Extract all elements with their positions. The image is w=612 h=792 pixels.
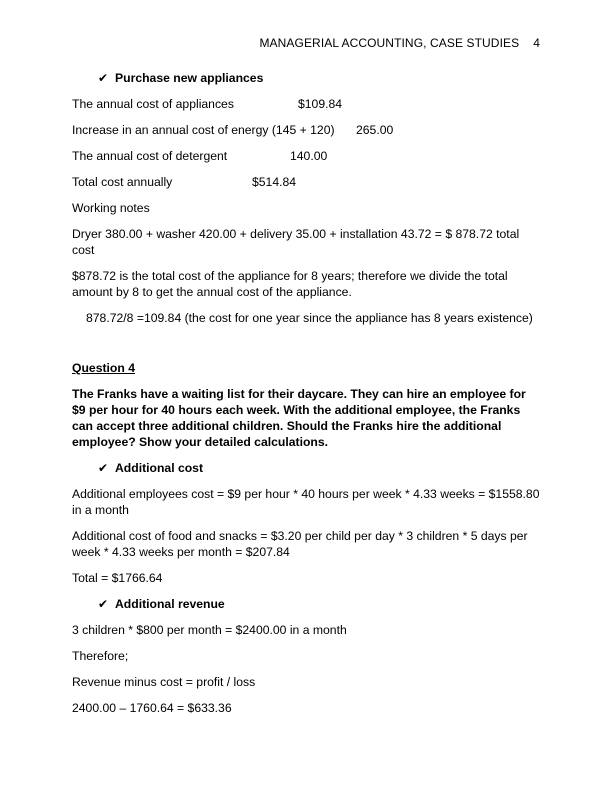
document-body	[72, 70, 542, 726]
cost-total: Total = $1766.64	[72, 571, 163, 585]
bullet-label: Additional revenue	[115, 597, 225, 611]
header-title: MANAGERIAL ACCOUNTING, CASE STUDIES	[259, 36, 520, 50]
row-label: Increase in an annual cost of energy (145 + 120)	[72, 123, 335, 137]
row-value: $514.84	[252, 175, 297, 189]
checkmark-icon: ✔	[98, 461, 109, 475]
bullet-additional-revenue	[98, 596, 542, 612]
bullet-label: Additional cost	[115, 461, 204, 475]
cost-row-total	[72, 174, 542, 190]
cost-row-detergent	[72, 148, 542, 164]
bullet-label: Purchase new appliances	[115, 71, 264, 85]
working-note-3: 878.72/8 =109.84 (the cost for one year since the appliance has 8 years existence)	[86, 311, 533, 325]
working-note-2: $878.72 is the total cost of the appliance for 8 years; therefore we divide the total amount by 8 to get the annual cost of the appliance.	[72, 269, 508, 299]
row-label: The annual cost of detergent	[72, 149, 228, 163]
cost-employee: Additional employees cost = $9 per hour * 40 hours per week * 4.33 weeks = $1558.80 in a month	[72, 487, 540, 517]
profit-formula: Revenue minus cost = profit / loss	[72, 675, 256, 689]
checkmark-icon: ✔	[98, 597, 109, 611]
profit-result: 2400.00 – 1760.64 = $633.36	[72, 701, 232, 715]
row-value: 265.00	[356, 123, 394, 137]
question-4-text: The Franks have a waiting list for their daycare. They can hire an employee for $9 per hour for 40 hours each week. With the additional employee, the Franks can accept three additional children. Should the Franks hire the additional employee? Show your detailed calculations.	[72, 387, 526, 449]
cost-food: Additional cost of food and snacks = $3.20 per child per day * 3 children * 5 days per week * 4.33 weeks per month = $207.84	[72, 529, 528, 559]
checkmark-icon: ✔	[98, 71, 109, 85]
row-value: 140.00	[290, 149, 328, 163]
bullet-purchase-appliances	[98, 70, 542, 86]
question-4-heading: Question 4	[72, 361, 135, 375]
revenue-line: 3 children * $800 per month = $2400.00 in a month	[72, 623, 347, 637]
bullet-additional-cost	[98, 460, 542, 476]
working-notes-label: Working notes	[72, 201, 150, 215]
cost-row-energy	[72, 122, 542, 138]
therefore-line: Therefore;	[72, 649, 129, 663]
running-header	[259, 36, 540, 50]
working-note-1: Dryer 380.00 + washer 420.00 + delivery 35.00 + installation 43.72 = $ 878.72 total cost	[72, 227, 520, 257]
page-number: 4	[533, 36, 540, 50]
cost-row-appliances	[72, 96, 542, 112]
row-value: $109.84	[298, 97, 343, 111]
row-label: Total cost annually	[72, 175, 173, 189]
row-label: The annual cost of appliances	[72, 97, 234, 111]
